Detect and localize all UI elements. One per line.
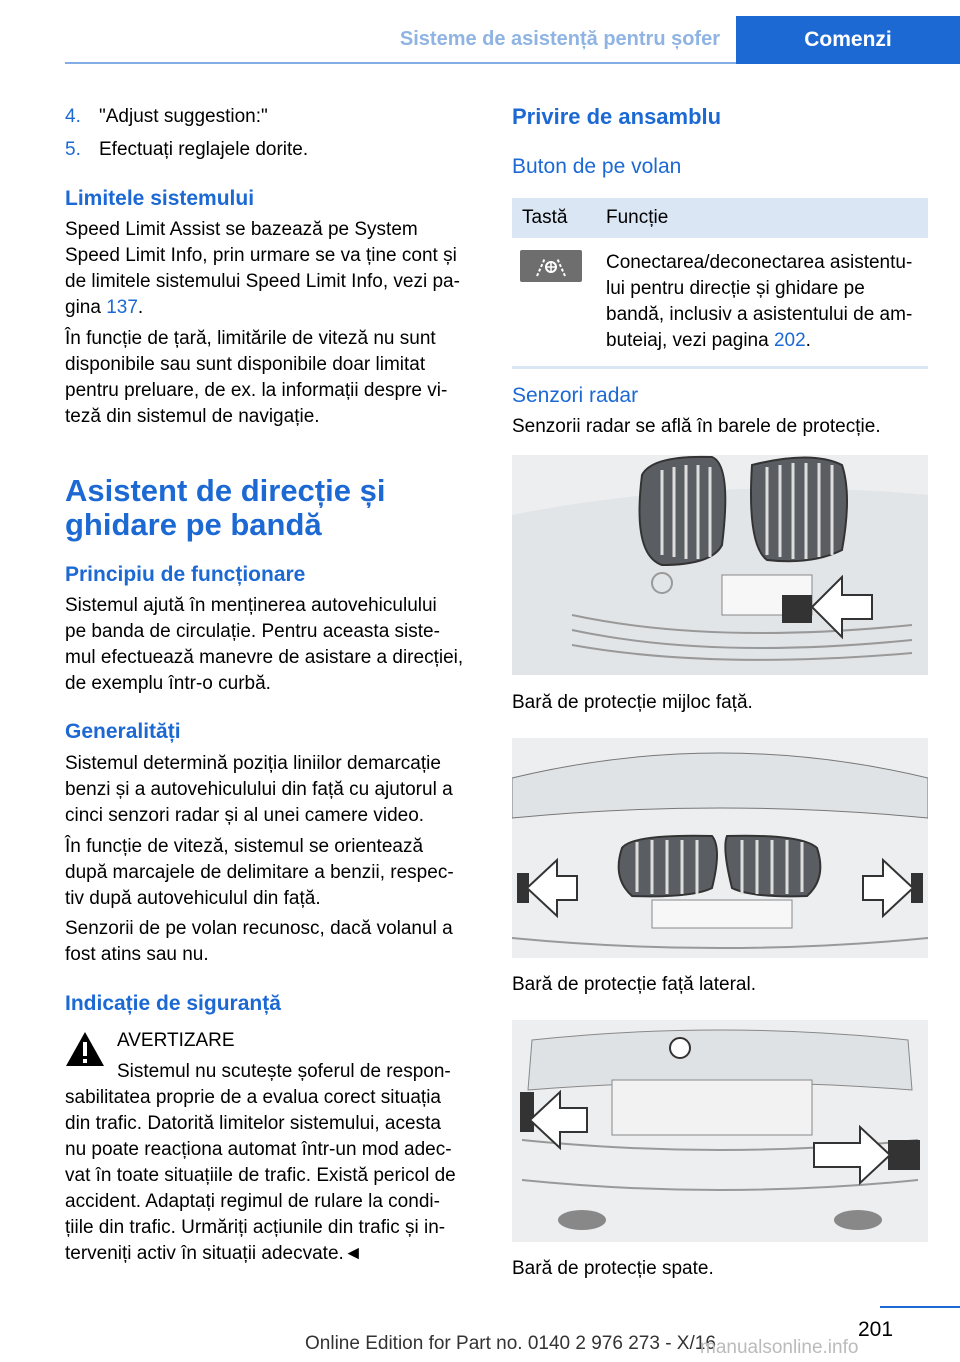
limits-paragraph-2 (65, 326, 485, 430)
text-line: Sistemul ajută în menținerea autovehiculului (65, 595, 437, 616)
text-line: vat în toate situațiile de trafic. Există pericol de (65, 1165, 456, 1186)
text-line: de limitele sistemului Speed Limit Info, vezi pa‐ (65, 271, 460, 292)
front-center-bumper-image (512, 455, 928, 675)
edition-note: Online Edition for Part no. 0140 2 976 273 - X/16 (305, 1333, 716, 1354)
warning-label: AVERTIZARE (117, 1030, 235, 1051)
button-table (512, 198, 928, 369)
text-line: gina (65, 297, 107, 318)
key-cell (512, 238, 596, 368)
text-line: mul efectuează manevre de asistare a direcției, (65, 647, 464, 668)
text-line: bandă, inclusiv a asistentului de am‐ (606, 304, 913, 325)
text-line: de exemplu într-o curbă. (65, 673, 271, 694)
limits-paragraph-1 (65, 217, 485, 321)
warning-line-1: Sistemul nu scutește șoferul de respon‐ (117, 1061, 451, 1082)
text-line: Speed Limit Assist se bazează pe System (65, 219, 418, 240)
text-line: nu poate reacționa automat într-un mod adec‐ (65, 1139, 452, 1160)
watermark: manualsonline.info (700, 1337, 859, 1358)
text-line: Speed Limit Info, prin urmare se va ține cont și (65, 245, 457, 266)
limits-heading: Limitele sistemului (65, 187, 255, 210)
step-number: 5. (65, 139, 81, 160)
text-line: Senzorii de pe volan recunosc, dacă volanul a (65, 918, 453, 939)
radar-heading: Senzori radar (512, 384, 639, 407)
text-line: Sistemul determină poziția liniilor demarcație (65, 753, 441, 774)
general-heading: Generalități (65, 720, 181, 743)
step-text: Efectuați reglajele dorite. (99, 139, 309, 160)
overview-heading: Privire de ansamblu (512, 104, 722, 129)
general-paragraph-2 (65, 834, 485, 912)
principle-heading: Principiu de funcționare (65, 563, 306, 586)
text-line: În funcție de țară, limitările de viteză nu sunt (65, 328, 436, 349)
lane-assist-button-icon (520, 250, 582, 282)
text-line: după marcajele de delimitare a benzii, respec‐ (65, 862, 454, 883)
page-number: 201 (858, 1318, 894, 1341)
step-4 (65, 104, 268, 130)
principle-paragraph (65, 593, 485, 697)
general-paragraph-1 (65, 751, 485, 829)
punctuation: . (137, 297, 144, 318)
text-line: țiile din trafic. Urmăriți acțiunile din trafic și in‐ (65, 1217, 446, 1238)
caption-front-side: Bară de protecție față lateral. (512, 974, 756, 995)
text-line: teză din sistemul de navigație. (65, 406, 320, 427)
text-line: terveniți activ în situații adecvate.◄ (65, 1243, 363, 1264)
table-header-key: Tastă (512, 198, 596, 238)
step-text: "Adjust suggestion:" (99, 106, 268, 127)
text-line: disponibile sau sunt disponibile doar limitat (65, 354, 426, 375)
text-line: În funcție de viteză, sistemul se orientează (65, 836, 424, 857)
warning-text (65, 1085, 485, 1267)
page-link-202[interactable]: 202 (773, 330, 806, 351)
text-line: tiv după autovehiculul din față. (65, 888, 321, 909)
table-row (512, 238, 928, 368)
header-rule (65, 62, 960, 64)
table-header-function: Funcție (596, 198, 928, 238)
text-line: Conectarea/deconectarea asistentu‐ (606, 252, 913, 273)
running-header-section: Sisteme de asistență pentru șofer (399, 28, 720, 50)
caption-rear: Bară de protecție spate. (512, 1258, 714, 1279)
caption-front-center: Bară de protecție mijloc față. (512, 692, 753, 713)
text-line: lui pentru direcție și ghidare pe (606, 278, 865, 299)
safety-heading: Indicație de siguranță (65, 992, 281, 1015)
section-title (65, 474, 385, 542)
text-line: pe banda de circulație. Pentru aceasta siste‐ (65, 621, 440, 642)
text-line: cinci senzori radar și al unei camere video. (65, 805, 425, 826)
warning-triangle-icon (65, 1031, 105, 1067)
step-number: 4. (65, 106, 81, 127)
step-5 (65, 137, 308, 163)
text-line: fost atins sau nu. (65, 944, 209, 965)
page-link-137[interactable]: 137 (106, 297, 138, 318)
rear-bumper-image (512, 1020, 928, 1242)
text-line: din trafic. Datorită limitelor sistemului, acesta (65, 1113, 441, 1134)
table-header-row (512, 198, 928, 238)
front-side-bumper-image (512, 738, 928, 958)
text-line: pentru preluare, de ex. la informații despre vi‐ (65, 380, 448, 401)
radar-paragraph: Senzorii radar se află în barele de protecție. (512, 416, 881, 437)
chapter-tab: Comenzi (736, 16, 960, 64)
button-heading: Buton de pe volan (512, 155, 682, 178)
title-line: ghidare pe bandă (65, 507, 322, 542)
footer-rule (880, 1306, 960, 1308)
text-line: accident. Adaptați regimul de rulare la condi‐ (65, 1191, 440, 1212)
function-cell (596, 238, 928, 368)
text-line: benzi și a autovehiculului din față cu ajutorul a (65, 779, 453, 800)
text-line: sabilitatea proprie de a evalua corect situația (65, 1087, 442, 1108)
punctuation: . (805, 330, 811, 351)
title-line: Asistent de direcție și (65, 473, 386, 508)
general-paragraph-3 (65, 916, 485, 968)
text-line: buteiaj, vezi pagina (606, 330, 774, 351)
